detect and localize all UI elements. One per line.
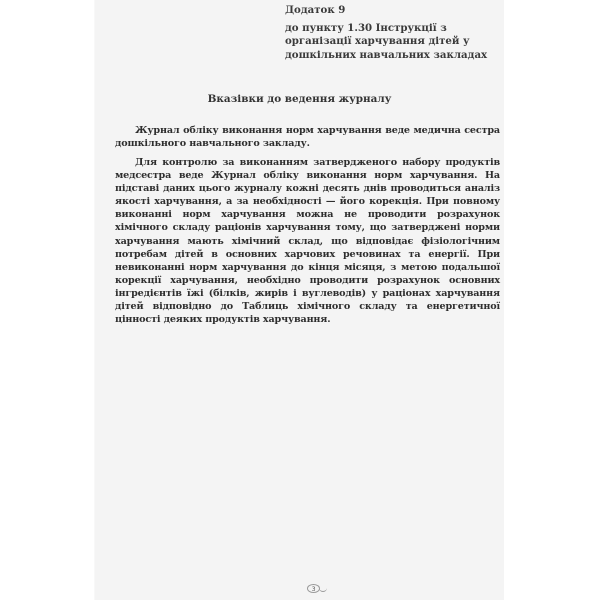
paragraph-1: Журнал обліку виконання норм харчування веде медична сестра дошкільного навчального закладу. xyxy=(115,125,500,150)
appendix-number: Додаток 9 xyxy=(285,4,346,16)
page-number-oval: 3 xyxy=(307,584,320,593)
paragraph-2: Для контролю за виконанням затвердженого набору продуктів медсестра веде Журнал обліку виконання норм харчування. На підставі даних цього журналу кожні десять днів проводиться аналіз якості харчування, а за необхідності — його корекція. При повному виконанні норм харчування можна не проводити розрахунок хімічного складу раціонів харчування тому, що затверджені норми харчування мають хімічний склад, що відповідає фізіологічним потребам дітей в основних харчових речовинах та енергії. При невиконанні норм харчування до кінця місяця, з метою подальшої корекції харчування, необхідно проводити розрахунок основних інгредієнтів їжі (білків, жирів і вуглеводів) у раціонах харчування дітей відповідно до Таблиць хімічного складу та енергетичної цінності деяких продуктів харчування. xyxy=(115,157,500,326)
appendix-header xyxy=(285,4,500,62)
page-title: Вказівки до ведення журналу xyxy=(207,93,392,105)
page-number-decoration-icon xyxy=(319,587,327,592)
document-page xyxy=(95,0,504,600)
appendix-reference: до пункту 1.30 Інструкції з організації харчування дітей у дошкільних навчальних закладах xyxy=(285,21,488,61)
page-number xyxy=(307,583,327,593)
